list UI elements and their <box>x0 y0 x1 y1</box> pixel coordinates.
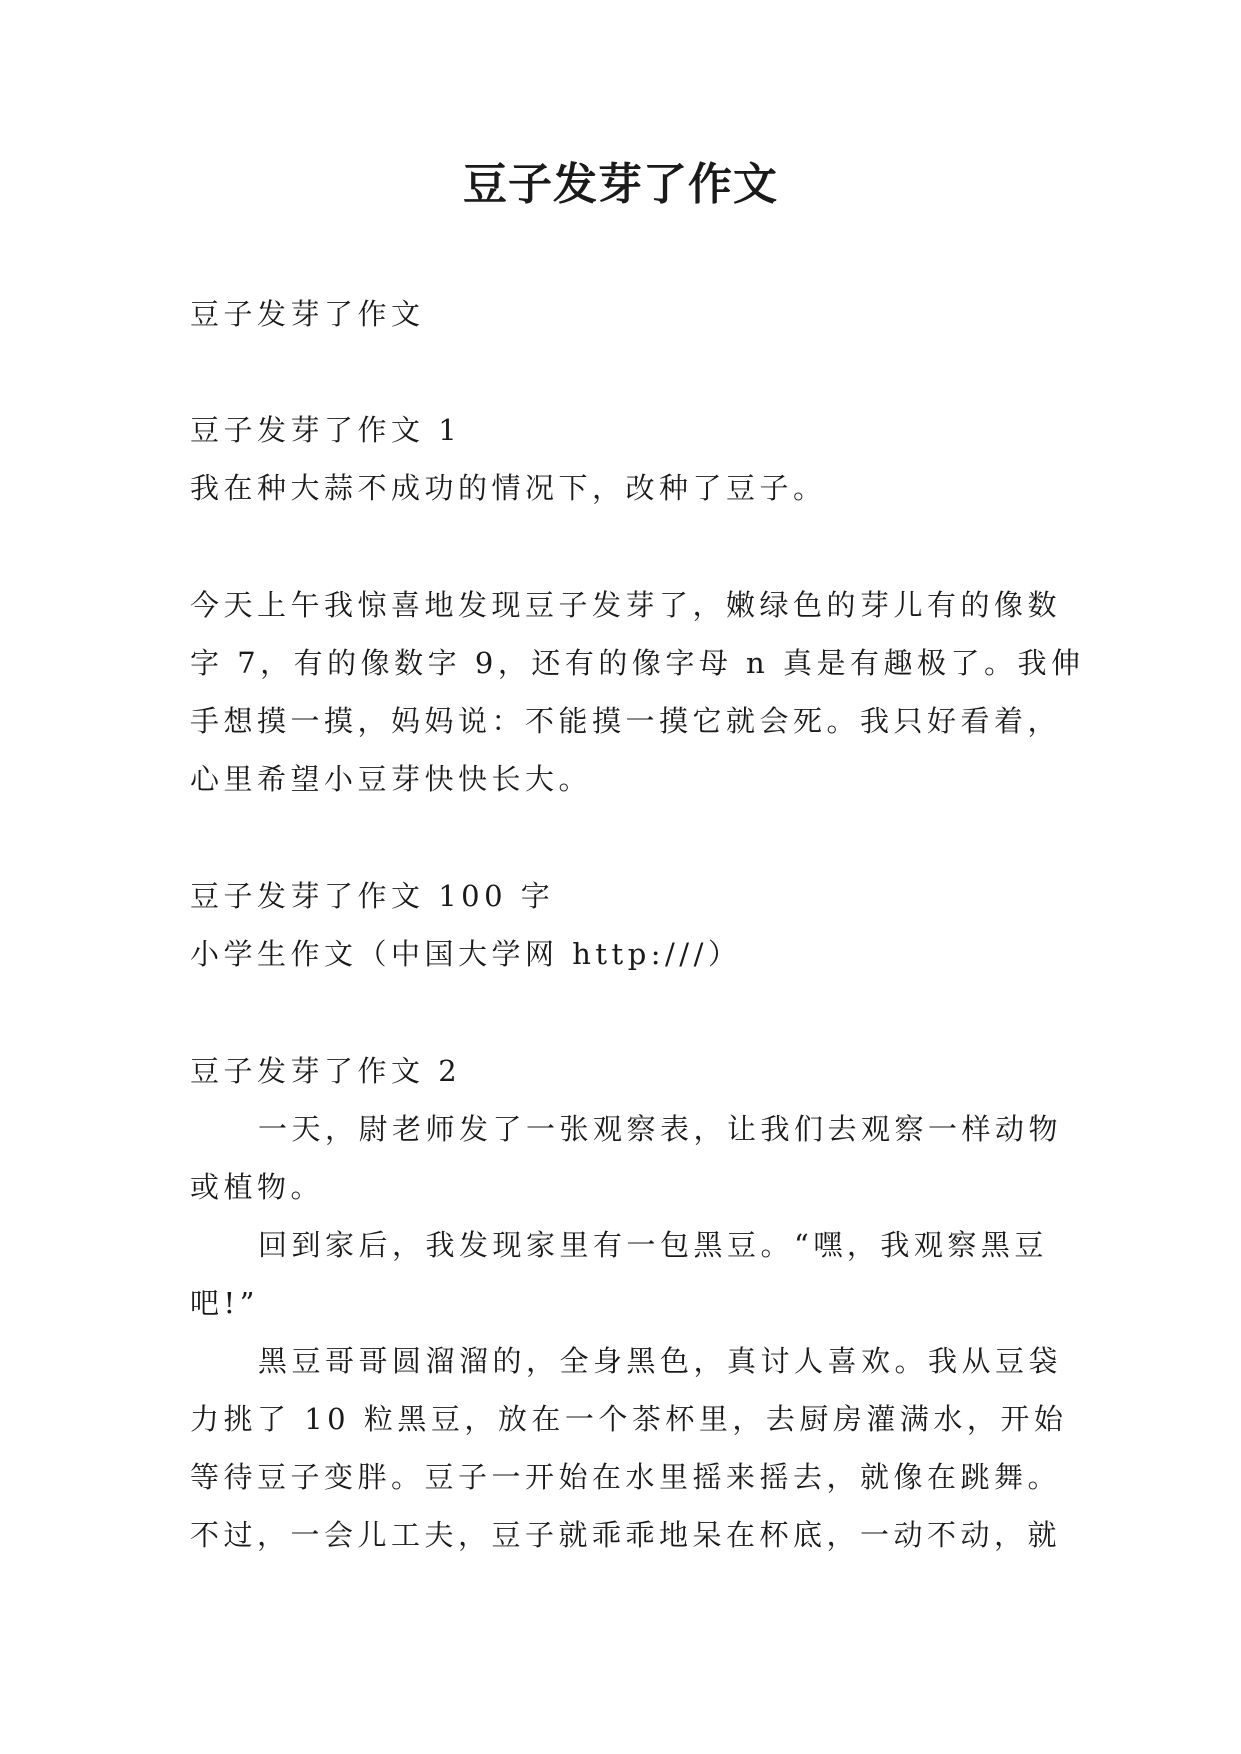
paragraph-line: 心里希望小豆芽快快长大。 <box>190 762 593 796</box>
section-heading-1: 豆子发芽了作文 1 <box>190 413 462 447</box>
paragraph-line: 字 7，有的像数字 9，还有的像字母 n 真是有趣极了。我伸 <box>190 646 1085 680</box>
subtitle-line: 豆子发芽了作文 <box>190 297 425 331</box>
section-heading-2: 豆子发芽了作文 2 <box>190 1054 462 1088</box>
paragraph-line: 等待豆子变胖。豆子一开始在水里摇来摇去，就像在跳舞。 <box>190 1460 1062 1494</box>
paragraph-line: 手想摸一摸，妈妈说：不能摸一摸它就会死。我只好看着， <box>190 704 1062 738</box>
document-title: 豆子发芽了作文 <box>463 159 778 210</box>
paragraph-line: 我在种大蒜不成功的情况下，改种了豆子。 <box>190 471 827 505</box>
source-line: 小学生作文（中国大学网 http:///） <box>190 937 742 971</box>
paragraph-line: 一天，尉老师发了一张观察表，让我们去观察一样动物 <box>258 1112 1063 1146</box>
section-heading-100: 豆子发芽了作文 100 字 <box>190 879 555 913</box>
paragraph-line: 回到家后，我发现家里有一包黑豆。“嘿，我观察黑豆 <box>258 1228 1048 1262</box>
paragraph-line: 黑豆哥哥圆溜溜的，全身黑色，真讨人喜欢。我从豆袋 <box>258 1344 1063 1378</box>
paragraph-line: 力挑了 10 粒黑豆，放在一个茶杯里，去厨房灌满水，开始 <box>190 1402 1068 1436</box>
paragraph-line: 今天上午我惊喜地发现豆子发芽了，嫩绿色的芽儿有的像数 <box>190 588 1062 622</box>
paragraph-line: 不过，一会儿工夫，豆子就乖乖地呆在杯底，一动不动，就 <box>190 1518 1062 1552</box>
paragraph-line: 或植物。 <box>190 1170 325 1204</box>
paragraph-line: 吧!” <box>190 1286 259 1320</box>
